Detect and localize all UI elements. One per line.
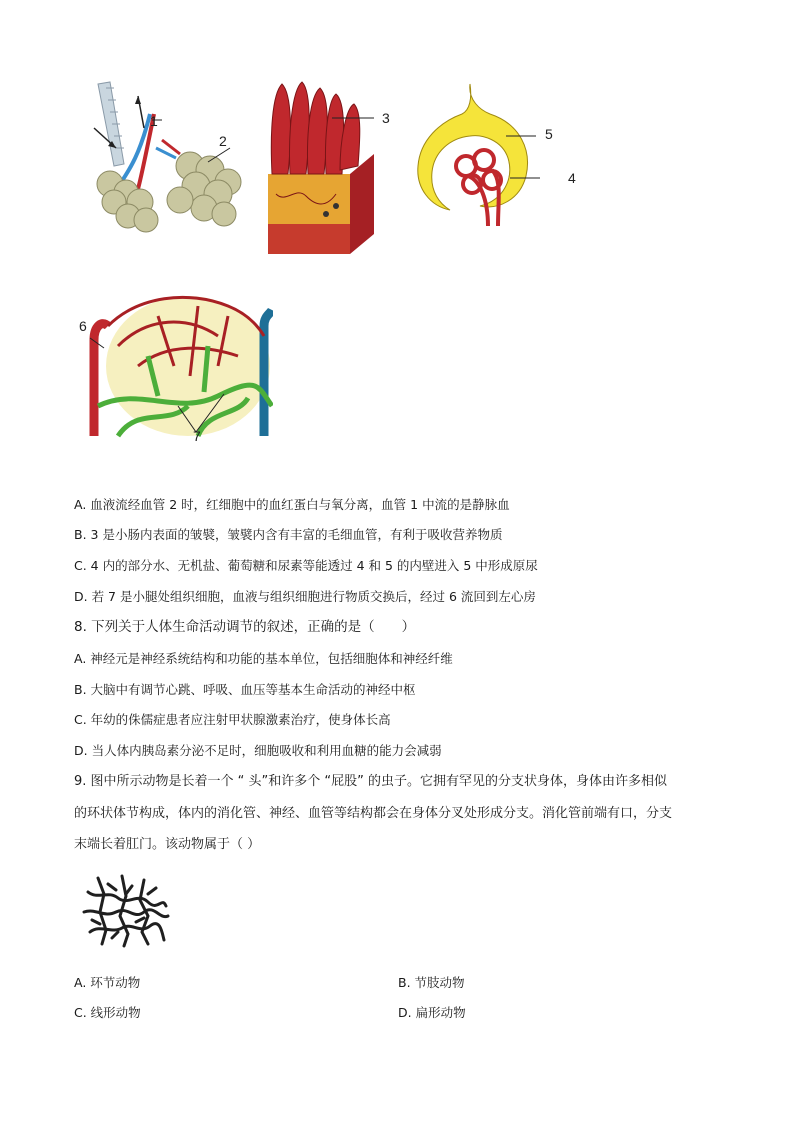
figure-label-6: 6 (79, 318, 87, 334)
intestine-villi-figure (266, 74, 381, 256)
q7-option-c: C. 4 内的部分水、无机盐、葡萄糖和尿素等能透过 4 和 5 的内壁进入 5 中形成原尿 (74, 558, 538, 573)
q8-stem: 8. 下列关于人体生命活动调节的叙述，正确的是（ ） (74, 619, 416, 635)
figure-label-3: 3 (382, 110, 390, 126)
q7-option-a: A. 血液流经血管 2 时，红细胞中的血红蛋白与氧分离，血管 1 中流的是静脉血 (74, 497, 510, 512)
q9-option-b: B. 节肢动物 (398, 975, 465, 990)
branched-worm-image (78, 872, 170, 948)
q9-stem-line-1: 9. 图中所示动物是长着一个 “ 头”和许多个 “屁股” 的虫子。它拥有罕见的分支状身体，身体由许多相似 (74, 774, 668, 789)
figure-label-7: 7 (193, 428, 201, 444)
q9-stem-line-3: 末端长着肛门。该动物属于（ ） (74, 837, 261, 852)
q8-option-d: D. 当人体内胰岛素分泌不足时，细胞吸收和利用血糖的能力会减弱 (74, 743, 442, 758)
figure-label-5: 5 (545, 126, 553, 142)
q7-option-d: D. 若 7 是小腿处组织细胞，血液与组织细胞进行物质交换后，经过 6 流回到左心房 (74, 589, 536, 604)
q9-option-d: D. 扁形动物 (398, 1005, 466, 1020)
renal-capsule-figure (410, 80, 540, 230)
figure-label-4: 4 (568, 170, 576, 186)
q7-option-b: B. 3 是小肠内表面的皱襞，皱襞内含有丰富的毛细血管，有利于吸收营养物质 (74, 527, 503, 542)
tissue-capillary-figure (78, 286, 273, 438)
q9-stem-line-2: 的环状体节构成，体内的消化管、神经、血管等结构都会在身体分叉处形成分支。消化管前端有口，分支 (74, 806, 673, 821)
alveoli-figure (80, 74, 255, 244)
q9-option-c: C. 线形动物 (74, 1005, 141, 1020)
q8-option-b: B. 大脑中有调节心跳、呼吸、血压等基本生命活动的神经中枢 (74, 682, 416, 697)
q8-option-a: A. 神经元是神经系统结构和功能的基本单位，包括细胞体和神经纤维 (74, 651, 453, 666)
figure-label-2: 2 (219, 133, 227, 149)
q8-option-c: C. 年幼的侏儒症患者应注射甲状腺激素治疗，使身体长高 (74, 712, 391, 727)
q9-option-a: A. 环节动物 (74, 975, 141, 990)
figure-label-1: 1 (150, 113, 158, 129)
